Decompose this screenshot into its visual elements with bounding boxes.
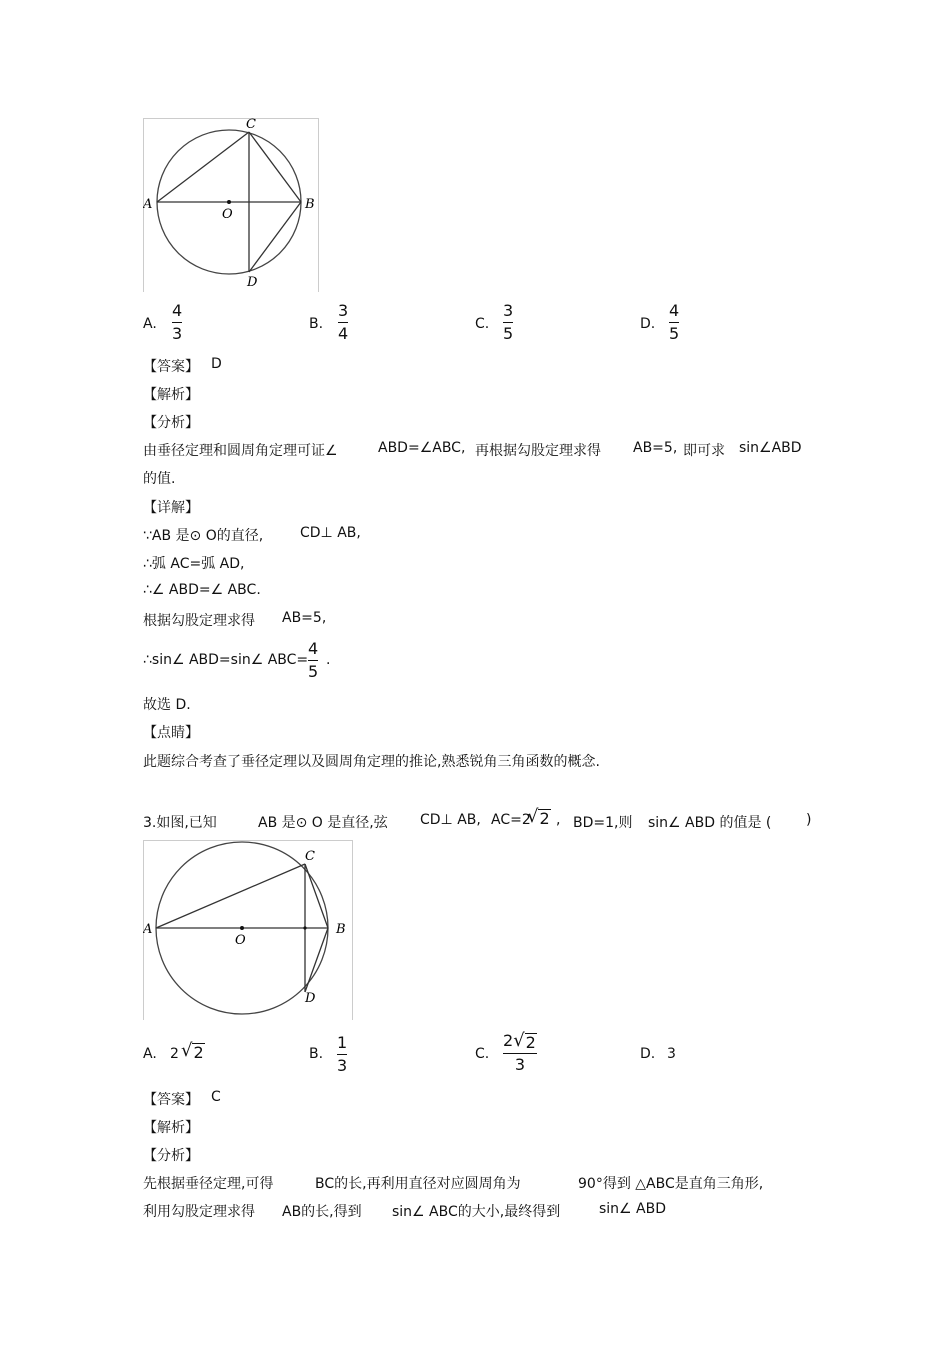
q2-option-a-letter: A. xyxy=(143,316,157,332)
q2-circle-figure xyxy=(143,118,321,292)
q2-chord-bd xyxy=(249,202,301,272)
q2-label-d: D xyxy=(247,275,258,290)
q2-answer-label: 【答案】 xyxy=(143,359,199,375)
q2-step2: ∴弧 AC=弧 AD, xyxy=(143,556,245,572)
q3-option-c-letter: C. xyxy=(475,1046,490,1062)
q3-option-a-coef: 2 xyxy=(170,1046,179,1062)
q3-label-o: O xyxy=(235,933,246,948)
q3-stem-e: , xyxy=(556,812,561,828)
radicand: 2 xyxy=(539,809,550,828)
numerator: 4 xyxy=(308,639,319,658)
q2-step1-a: ∵AB 是⊙ O的直径, xyxy=(143,528,264,544)
denominator: 5 xyxy=(308,662,319,681)
q3-stem-f: BD=1,则 xyxy=(573,815,633,831)
q2-step5-fraction xyxy=(308,640,318,681)
q3-analysis-line2-d: sin∠ ABD xyxy=(599,1201,667,1217)
numerator-coef: 2 xyxy=(503,1031,514,1050)
q2-chord-cb xyxy=(249,132,301,202)
q3-analysis-line2-a: 利用勾股定理求得 xyxy=(143,1204,255,1220)
denominator: 4 xyxy=(338,324,349,343)
q3-stem-c: CD⊥ AB, xyxy=(420,812,481,828)
q2-label-o: O xyxy=(222,207,233,222)
q3-option-c-fraction xyxy=(503,1032,537,1074)
numerator: 3 xyxy=(503,301,514,320)
denominator: 3 xyxy=(514,1055,526,1074)
q3-jiexi-heading: 【解析】 xyxy=(143,1120,199,1136)
q2-option-b-letter: B. xyxy=(309,316,324,332)
q3-option-b-fraction xyxy=(337,1034,347,1075)
q2-analysis-line1-f: sin∠ABD xyxy=(739,440,802,456)
q3-center-point xyxy=(240,926,244,930)
q2-option-d-letter: D. xyxy=(640,316,656,332)
q3-analysis-line1-b: BC的长,再利用直径对应圆周角为 xyxy=(315,1176,521,1192)
q2-answer-value: D xyxy=(211,356,222,372)
q3-circle-figure xyxy=(143,840,355,1020)
q3-stem-sqrt: √ 2 xyxy=(527,806,550,828)
q2-option-a-fraction xyxy=(172,302,182,343)
q3-fenxi-heading: 【分析】 xyxy=(143,1148,199,1164)
q2-option-c-letter: C. xyxy=(475,316,490,332)
numerator: 2 √ 2 xyxy=(503,1030,536,1052)
q3-label-c: C xyxy=(305,849,315,864)
q2-step4-b: AB=5, xyxy=(282,610,327,626)
q2-step5-end: . xyxy=(326,652,331,668)
radicand: 2 xyxy=(525,1033,536,1052)
q2-option-c-fraction xyxy=(503,302,513,343)
q3-label-b: B xyxy=(336,922,346,937)
q2-step6: 故选 D. xyxy=(143,697,191,713)
q2-analysis-line1-d: AB=5, xyxy=(633,440,678,456)
numerator: 3 xyxy=(338,301,349,320)
q3-answer-label: 【答案】 xyxy=(143,1092,199,1108)
q3-analysis-line2-c: sin∠ ABC的大小,最终得到 xyxy=(392,1204,561,1220)
q2-analysis-line1-a: 由垂径定理和圆周角定理可证∠ xyxy=(143,443,338,459)
q2-center-point xyxy=(227,200,231,204)
denominator: 3 xyxy=(172,324,183,343)
denominator: 3 xyxy=(337,1056,348,1075)
q2-analysis-line1-c: 再根据勾股定理求得 xyxy=(475,443,601,459)
q3-option-a-letter: A. xyxy=(143,1046,157,1062)
q2-jiexi-heading: 【解析】 xyxy=(143,387,199,403)
q2-analysis-line2: 的值. xyxy=(143,471,176,487)
q3-label-d: D xyxy=(305,991,316,1006)
q3-option-a-sqrt: √ 2 xyxy=(181,1040,204,1062)
q3-stem-b: AB 是⊙ O 是直径,弦 xyxy=(258,815,388,831)
numerator: 4 xyxy=(669,301,680,320)
q2-xiangjie-heading: 【详解】 xyxy=(143,500,199,516)
q2-step1-b: CD⊥ AB, xyxy=(300,525,361,541)
q2-option-d-fraction xyxy=(669,302,679,343)
q2-option-b-fraction xyxy=(338,302,348,343)
q2-label-a: A xyxy=(143,197,153,212)
q3-answer-value: C xyxy=(211,1089,221,1105)
q2-summary: 此题综合考查了垂径定理以及圆周角定理的推论,熟悉锐角三角函数的概念. xyxy=(143,754,600,770)
q3-label-a: A xyxy=(143,922,153,937)
q3-stem-h: ) xyxy=(806,812,812,828)
q2-step4-a: 根据勾股定理求得 xyxy=(143,613,255,629)
q3-stem-a: 3.如图,已知 xyxy=(143,815,217,831)
denominator: 5 xyxy=(669,324,680,343)
q3-analysis-line1-c: 90°得到 △ABC是直角三角形, xyxy=(578,1176,764,1192)
q2-analysis-line1-b: ABD=∠ABC, xyxy=(378,440,466,456)
numerator: 4 xyxy=(172,301,183,320)
denominator: 5 xyxy=(503,324,514,343)
q3-chord-ac xyxy=(156,864,305,928)
q3-option-d-value: 3 xyxy=(667,1046,676,1062)
q3-option-d-letter: D. xyxy=(640,1046,656,1062)
q3-analysis-line1-a: 先根据垂径定理,可得 xyxy=(143,1176,274,1192)
q3-foot-point xyxy=(303,926,306,929)
q2-fenxi-heading: 【分析】 xyxy=(143,415,199,431)
q3-chord-cb xyxy=(305,864,328,928)
q2-chord-ac xyxy=(157,132,249,202)
radicand: 2 xyxy=(193,1043,204,1062)
q2-label-c: C xyxy=(246,118,256,132)
q3-stem-g: sin∠ ABD 的值是 ( xyxy=(648,815,772,831)
q2-dianjing-heading: 【点睛】 xyxy=(143,725,199,741)
q3-option-b-letter: B. xyxy=(309,1046,324,1062)
q3-analysis-line2-b: AB的长,得到 xyxy=(282,1204,362,1220)
q3-stem-d: AC=2 xyxy=(491,812,531,828)
q2-label-b: B xyxy=(305,197,315,212)
q3-chord-bd xyxy=(305,928,328,992)
q2-analysis-line1-e: 即可求 xyxy=(683,443,725,459)
q2-step3: ∴∠ ABD=∠ ABC. xyxy=(143,582,261,598)
q2-step5-a: ∴sin∠ ABD=sin∠ ABC= xyxy=(143,652,309,668)
numerator: 1 xyxy=(337,1033,348,1052)
